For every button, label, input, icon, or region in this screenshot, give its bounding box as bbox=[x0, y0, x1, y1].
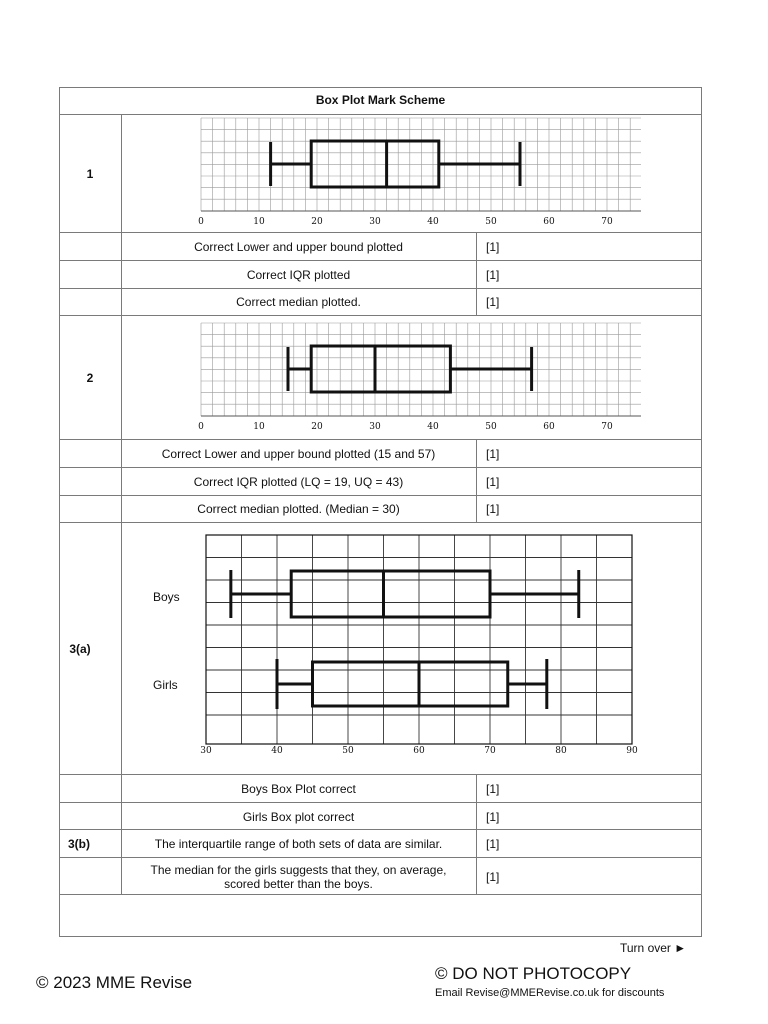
girls-label: Girls bbox=[153, 678, 178, 692]
q3b-mark-1: [1] bbox=[486, 837, 500, 851]
q1-tick-label: 40 bbox=[427, 217, 439, 227]
q2-tick-label: 60 bbox=[543, 422, 555, 432]
q3b-criterion-1: The interquartile range of both sets of data are similar. bbox=[154, 837, 443, 851]
q3a-tick-label: 40 bbox=[271, 746, 283, 756]
q1-tick-label: 20 bbox=[311, 217, 323, 227]
q2-criterion-3: Correct median plotted. (Median = 30) bbox=[197, 502, 400, 516]
q2-tick-label: 10 bbox=[253, 422, 265, 432]
q3a-tick-label: 30 bbox=[200, 746, 212, 756]
q3b-criterion-2-line-2: scored better than the boys. bbox=[224, 877, 373, 891]
q1-tick-label: 0 bbox=[198, 217, 204, 227]
q3b-mark-2: [1] bbox=[486, 870, 500, 884]
q3a-tick-label: 50 bbox=[342, 746, 354, 756]
q2-criterion-2: Correct IQR plotted (LQ = 19, UQ = 43) bbox=[193, 475, 404, 489]
q3a-criterion-1: Boys Box Plot correct bbox=[241, 782, 356, 796]
q2-mark-2: [1] bbox=[486, 475, 500, 489]
q2-criterion-1: Correct Lower and upper bound plotted (15 and 57) bbox=[161, 447, 436, 461]
q2-mark-1: [1] bbox=[486, 447, 500, 461]
q3a-tick-label: 80 bbox=[555, 746, 567, 756]
q2-tick-label: 50 bbox=[485, 422, 497, 432]
q2-tick-label: 70 bbox=[601, 422, 613, 432]
q1-mark-3: [1] bbox=[486, 295, 500, 309]
q3a-tick-label: 90 bbox=[626, 746, 638, 756]
q1-criterion-3: Correct median plotted. bbox=[236, 295, 361, 309]
q1-tick-label: 30 bbox=[369, 217, 381, 227]
page-title: Box Plot Mark Scheme bbox=[315, 93, 446, 107]
q1-criterion-2: Correct IQR plotted bbox=[246, 268, 351, 282]
question-3a-label: 3(a) bbox=[69, 642, 91, 656]
q2-tick-label: 20 bbox=[311, 422, 323, 432]
q3a-tick-label: 60 bbox=[413, 746, 425, 756]
copyright-text: © 2023 MME Revise bbox=[36, 973, 193, 992]
turn-over-text: Turn over ► bbox=[620, 941, 687, 955]
q1-tick-label: 70 bbox=[601, 217, 613, 227]
question-3b-label: 3(b) bbox=[68, 837, 90, 851]
q2-tick-label: 40 bbox=[427, 422, 439, 432]
q1-mark-1: [1] bbox=[486, 240, 500, 254]
q2-box bbox=[311, 346, 450, 392]
boys-label: Boys bbox=[153, 590, 180, 604]
q2-tick-label: 30 bbox=[369, 422, 381, 432]
question-2-label: 2 bbox=[86, 371, 94, 385]
question-1-label: 1 bbox=[86, 167, 94, 181]
q1-tick-label: 50 bbox=[485, 217, 497, 227]
q3a-tick-label: 70 bbox=[484, 746, 496, 756]
q2-mark-3: [1] bbox=[486, 502, 500, 516]
discount-email-text: Email Revise@MMERevise.co.uk for discounts bbox=[435, 987, 665, 999]
q3a-boys-box bbox=[291, 571, 490, 617]
do-not-photocopy-notice: © DO NOT PHOTOCOPY bbox=[435, 964, 632, 983]
q2-tick-label: 0 bbox=[198, 422, 204, 432]
q3b-criterion-2-line-1: The median for the girls suggests that they, on average, bbox=[150, 863, 447, 877]
q1-tick-label: 10 bbox=[253, 217, 265, 227]
q3a-mark-2: [1] bbox=[486, 810, 500, 824]
q1-mark-2: [1] bbox=[486, 268, 500, 282]
q3a-mark-1: [1] bbox=[486, 782, 500, 796]
q3a-criterion-2: Girls Box plot correct bbox=[242, 810, 355, 824]
q3a-girls-box bbox=[313, 662, 508, 706]
q1-tick-label: 60 bbox=[543, 217, 555, 227]
q1-criterion-1: Correct Lower and upper bound plotted bbox=[194, 240, 403, 254]
